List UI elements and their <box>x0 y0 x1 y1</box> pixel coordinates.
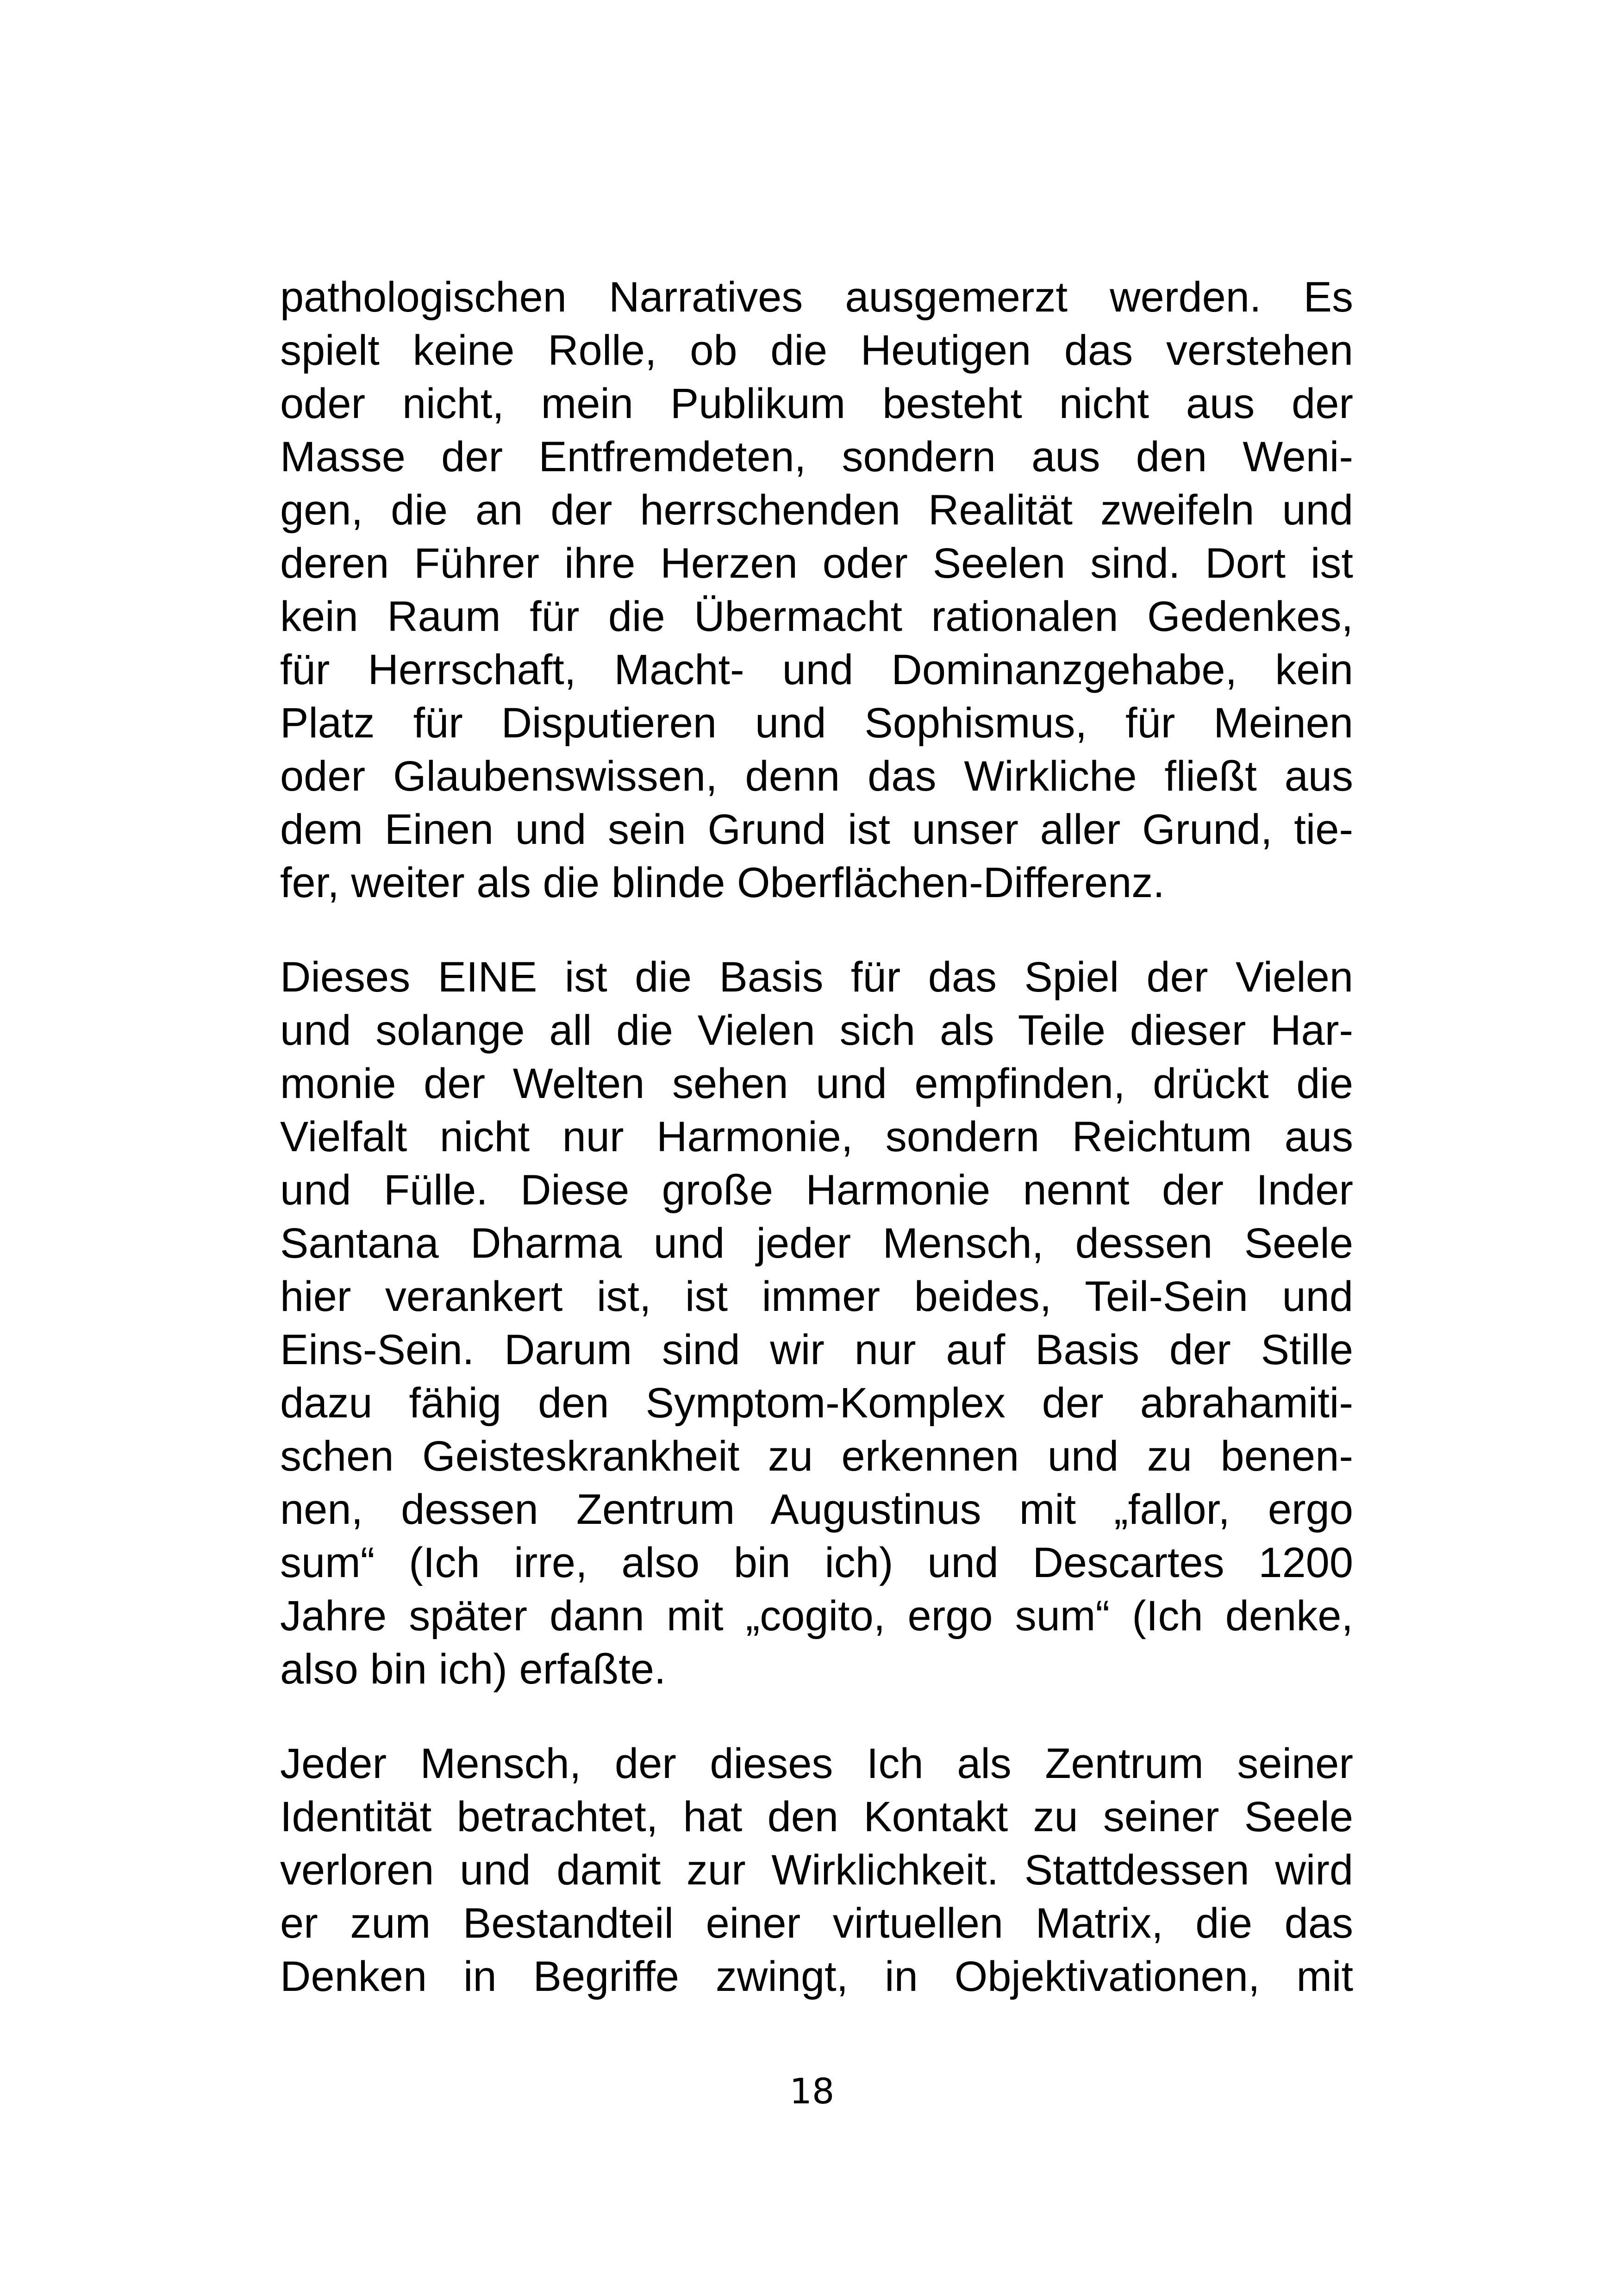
paragraph-3 <box>280 1737 1353 2003</box>
text-line: sum“ (Ich irre, also bin ich) und Descartes 1200 <box>280 1539 1353 1586</box>
text-line: nen, dessen Zentrum Augustinus mit „fallor, ergo <box>280 1486 1353 1533</box>
text-line: also bin ich) erfaßte. <box>280 1646 666 1693</box>
page-number: 18 <box>789 2070 835 2112</box>
body-text <box>280 271 1353 2003</box>
text-line: für Herrschaft, Macht- und Dominanzgehabe, kein <box>280 646 1353 693</box>
text-line: Identität betrachtet, hat den Kontakt zu seiner Seele <box>280 1793 1353 1840</box>
text-line: und Fülle. Diese große Harmonie nennt der Inder <box>280 1166 1353 1214</box>
text-line: kein Raum für die Übermacht rationalen Gedenkes, <box>280 593 1353 640</box>
text-line: monie der Welten sehen und empfinden, drückt die <box>280 1060 1353 1107</box>
text-line: Eins-Sein. Darum sind wir nur auf Basis der Stille <box>280 1326 1353 1373</box>
text-line: verloren und damit zur Wirklichkeit. Stattdessen wird <box>280 1846 1353 1894</box>
text-line: dem Einen und sein Grund ist unser aller Grund, tie- <box>280 806 1353 853</box>
text-line: und solange all die Vielen sich als Teile dieser Har- <box>280 1007 1353 1054</box>
text-line: dazu fähig den Symptom-Komplex der abrahamiti- <box>280 1379 1353 1427</box>
text-line: gen, die an der herrschenden Realität zweifeln und <box>280 486 1353 534</box>
text-line: Platz für Disputieren und Sophismus, für Meinen <box>280 699 1353 747</box>
text-line: spielt keine Rolle, ob die Heutigen das verstehen <box>280 327 1353 374</box>
text-line: fer, weiter als die blinde Oberflächen-Differenz. <box>280 859 1165 906</box>
text-line: oder Glaubenswissen, denn das Wirkliche fließt aus <box>280 753 1353 800</box>
text-line: Denken in Begriffe zwingt, in Objektivationen, mit <box>280 1953 1353 2000</box>
paragraph-1 <box>280 271 1353 910</box>
text-line: Jeder Mensch, der dieses Ich als Zentrum seiner <box>280 1740 1353 1787</box>
text-line: Vielfalt nicht nur Harmonie, sondern Reichtum aus <box>280 1113 1353 1160</box>
text-line: er zum Bestandteil einer virtuellen Matrix, die das <box>280 1900 1353 1947</box>
text-line: schen Geisteskrankheit zu erkennen und zu benen- <box>280 1433 1353 1480</box>
text-line: Jahre später dann mit „cogito, ergo sum“ (Ich denke, <box>280 1592 1353 1640</box>
text-line: Masse der Entfremdeten, sondern aus den Weni- <box>280 433 1353 480</box>
text-line: Dieses EINE ist die Basis für das Spiel der Vielen <box>280 954 1353 1001</box>
paragraph-2 <box>280 951 1353 1696</box>
text-line: pathologischen Narratives ausgemerzt werden. Es <box>280 274 1353 321</box>
text-line: deren Führer ihre Herzen oder Seelen sind. Dort ist <box>280 540 1353 587</box>
text-line: Santana Dharma und jeder Mensch, dessen Seele <box>280 1220 1353 1267</box>
text-line: oder nicht, mein Publikum besteht nicht aus der <box>280 380 1353 427</box>
text-line: hier verankert ist, ist immer beides, Teil-Sein und <box>280 1273 1353 1320</box>
